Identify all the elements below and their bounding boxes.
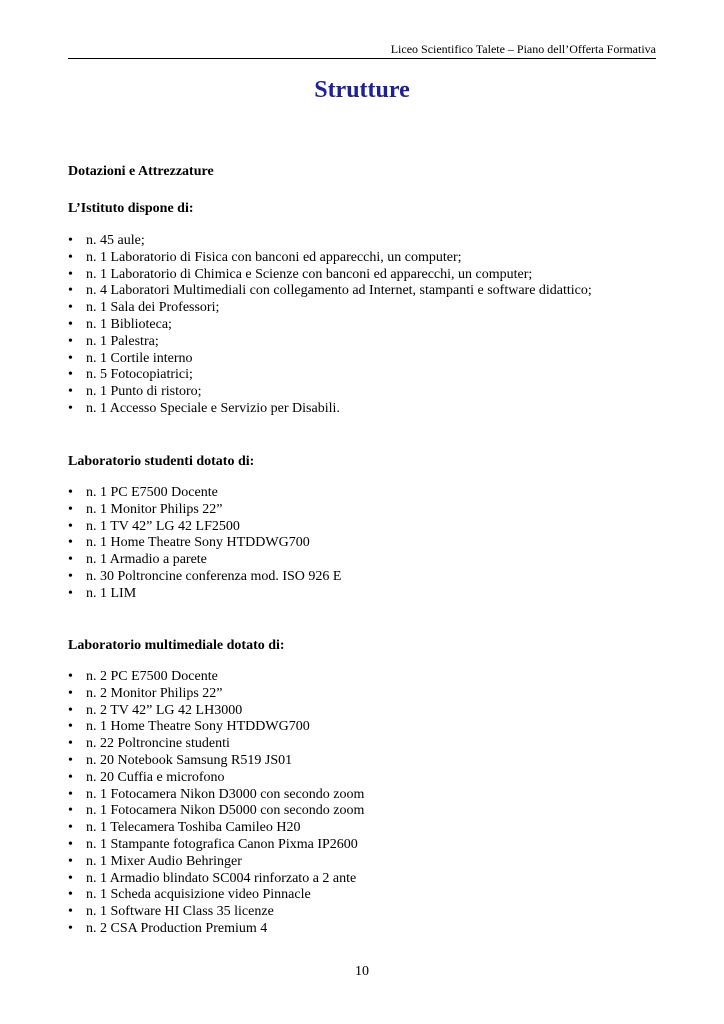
list-item-text: n. 1 PC E7500 Docente	[86, 485, 218, 500]
list-item	[68, 719, 364, 736]
list-item	[68, 736, 364, 753]
list-item	[68, 552, 341, 569]
list-laboratorio-studenti	[68, 485, 341, 603]
bullet-icon: •	[68, 585, 73, 601]
list-item-text: n. 1 Fotocamera Nikon D3000 con secondo zoom	[86, 786, 365, 802]
list-item	[68, 770, 364, 787]
list-item-text: n. 1 Armadio a parete	[86, 552, 207, 568]
bullet-icon: •	[68, 333, 73, 349]
bullet-icon: •	[68, 400, 73, 416]
bullet-icon: •	[68, 518, 73, 534]
list-item	[68, 300, 592, 317]
bullet-icon: •	[68, 283, 73, 299]
list-item-text: n. 1 Palestra;	[86, 333, 159, 349]
section-heading-laboratorio-multimediale: Laboratorio multimediale dotato di:	[68, 638, 285, 653]
bullet-icon: •	[68, 736, 73, 752]
bullet-icon: •	[68, 669, 73, 684]
list-item	[68, 569, 341, 586]
list-item	[68, 586, 341, 603]
bullet-icon: •	[68, 904, 73, 920]
list-item	[68, 267, 592, 284]
list-item-text: n. 1 Armadio blindato SC004 rinforzato a 2 ante	[86, 870, 357, 886]
bullet-icon: •	[68, 803, 73, 819]
list-item-text: n. 2 CSA Production Premium 4	[86, 920, 268, 936]
bullet-icon: •	[68, 870, 73, 886]
list-item-text: n. 1 Laboratorio di Fisica con banconi ed apparecchi, un computer;	[86, 249, 462, 265]
section-heading-laboratorio-studenti: Laboratorio studenti dotato di:	[68, 454, 255, 469]
list-item-text: n. 1 LIM	[86, 585, 137, 601]
bullet-icon: •	[68, 316, 73, 332]
list-item-text: n. 20 Notebook Samsung R519 JS01	[86, 752, 293, 768]
list-item	[68, 233, 592, 250]
bullet-icon: •	[68, 752, 73, 768]
bullet-icon: •	[68, 769, 73, 785]
bullet-icon: •	[68, 786, 73, 802]
bullet-icon: •	[68, 820, 73, 836]
list-item	[68, 334, 592, 351]
list-item-text: n. 1 Accesso Speciale e Servizio per Disabili.	[86, 400, 340, 416]
list-item	[68, 283, 592, 300]
list-item	[68, 887, 364, 904]
list-item-text: n. 30 Poltroncine conferenza mod. ISO 926 E	[86, 568, 342, 584]
bullet-icon: •	[68, 384, 73, 400]
bullet-icon: •	[68, 485, 73, 500]
list-item-text: n. 1 Fotocamera Nikon D5000 con secondo zoom	[86, 803, 365, 819]
bullet-icon: •	[68, 535, 73, 551]
list-item	[68, 519, 341, 536]
running-header-title: Liceo Scientifico Talete – Piano dell’Offerta Formativa	[390, 42, 656, 56]
list-item	[68, 820, 364, 837]
bullet-icon: •	[68, 836, 73, 852]
bullet-icon: •	[68, 568, 73, 584]
list-item	[68, 686, 364, 703]
list-item-text: n. 1 Mixer Audio Behringer	[86, 853, 242, 869]
list-item-text: n. 1 Stampante fotografica Canon Pixma IP2600	[86, 836, 358, 852]
list-item	[68, 317, 592, 334]
list-item-text: n. 1 Home Theatre Sony HTDDWG700	[86, 535, 310, 551]
header-rule	[68, 58, 656, 59]
list-item-text: n. 2 PC E7500 Docente	[86, 669, 218, 684]
list-item-text: n. 1 Sala dei Professori;	[86, 300, 220, 316]
list-item-text: n. 1 Punto di ristoro;	[86, 384, 202, 400]
list-item	[68, 367, 592, 384]
list-item	[68, 753, 364, 770]
list-item	[68, 384, 592, 401]
list-item	[68, 854, 364, 871]
list-item	[68, 904, 364, 921]
bullet-icon: •	[68, 501, 73, 517]
list-istituto	[68, 233, 592, 418]
list-item-text: n. 2 Monitor Philips 22”	[86, 685, 223, 701]
bullet-icon: •	[68, 887, 73, 903]
list-item-text: n. 4 Laboratori Multimediali con collegamento ad Internet, stampanti e software didattico;	[86, 283, 592, 299]
list-item-text: n. 1 Laboratorio di Chimica e Scienze con banconi ed apparecchi, un computer;	[86, 266, 533, 282]
section-heading-dotazioni: Dotazioni e Attrezzature	[68, 164, 214, 179]
list-item-text: n. 1 Software HI Class 35 licenze	[86, 904, 274, 920]
list-item-text: n. 1 Biblioteca;	[86, 316, 172, 332]
bullet-icon: •	[68, 702, 73, 718]
bullet-icon: •	[68, 920, 73, 936]
list-item	[68, 803, 364, 820]
bullet-icon: •	[68, 300, 73, 316]
list-item-text: n. 1 Cortile interno	[86, 350, 193, 366]
list-item-text: n. 22 Poltroncine studenti	[86, 736, 230, 752]
bullet-icon: •	[68, 719, 73, 735]
bullet-icon: •	[68, 853, 73, 869]
list-laboratorio-multimediale	[68, 669, 364, 938]
list-item-text: n. 20 Cuffia e microfono	[86, 769, 225, 785]
list-item	[68, 703, 364, 720]
list-item	[68, 787, 364, 804]
list-item	[68, 669, 364, 686]
list-item-text: n. 1 Scheda acquisizione video Pinnacle	[86, 887, 311, 903]
bullet-icon: •	[68, 552, 73, 568]
list-item	[68, 535, 341, 552]
section-heading-istituto: L’Istituto dispone di:	[68, 201, 194, 216]
list-item-text: n. 1 Home Theatre Sony HTDDWG700	[86, 719, 310, 735]
bullet-icon: •	[68, 685, 73, 701]
list-item	[68, 871, 364, 888]
list-item-text: n. 1 Monitor Philips 22”	[86, 501, 223, 517]
list-item	[68, 250, 592, 267]
list-item	[68, 485, 341, 502]
list-item-text: n. 45 aule;	[86, 233, 145, 248]
list-item-text: n. 1 Telecamera Toshiba Camileo H20	[86, 820, 301, 836]
list-item	[68, 401, 592, 418]
list-item	[68, 837, 364, 854]
bullet-icon: •	[68, 233, 73, 248]
bullet-icon: •	[68, 249, 73, 265]
page-number: 10	[355, 964, 369, 979]
page-title: Strutture	[314, 77, 410, 103]
list-item	[68, 502, 341, 519]
list-item	[68, 921, 364, 938]
list-item-text: n. 2 TV 42” LG 42 LH3000	[86, 702, 243, 718]
bullet-icon: •	[68, 350, 73, 366]
list-item-text: n. 5 Fotocopiatrici;	[86, 367, 193, 383]
bullet-icon: •	[68, 266, 73, 282]
bullet-icon: •	[68, 367, 73, 383]
list-item	[68, 351, 592, 368]
list-item-text: n. 1 TV 42” LG 42 LF2500	[86, 518, 240, 534]
